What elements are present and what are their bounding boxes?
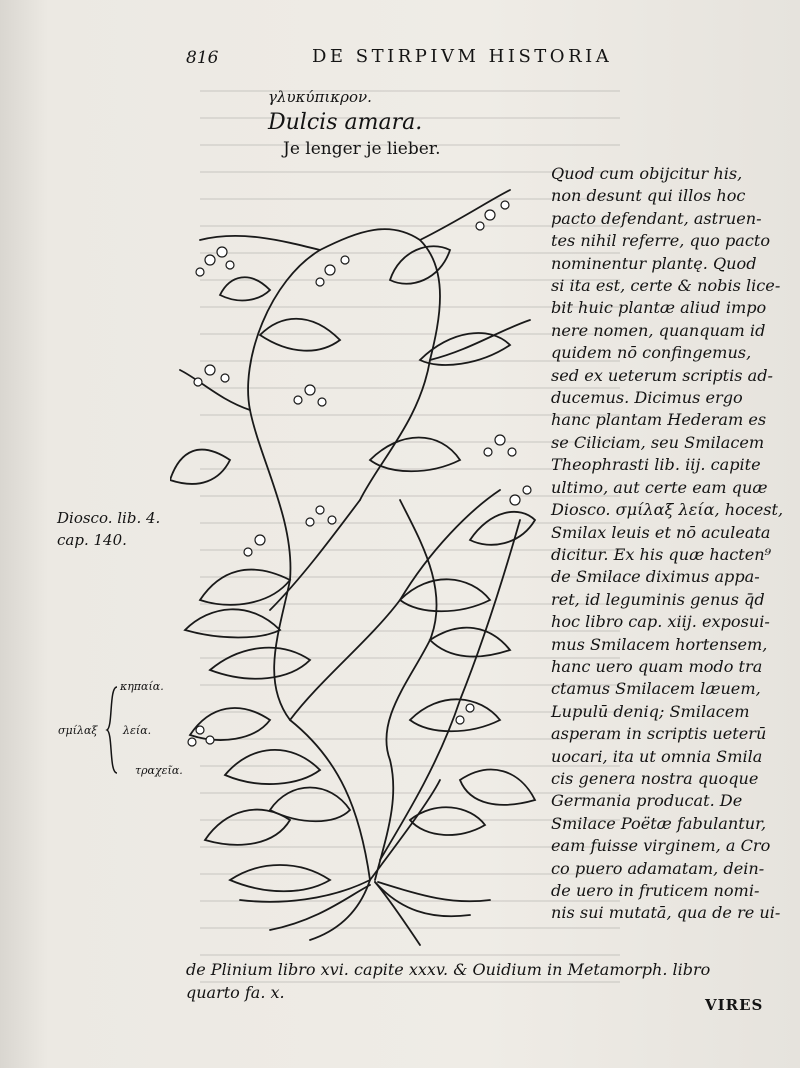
greek-brace-note [55, 680, 185, 780]
text-line: ultimo, aut certe eam quæ [551, 477, 768, 497]
text-line: asperam in scriptis ueterū [551, 724, 767, 744]
brace-item: λεία. [123, 724, 152, 737]
text-line: Diosco. σμίλαξ λεία, hocest, [551, 500, 784, 520]
latin-plant-name: Dulcis amara. [268, 110, 423, 135]
bottom-text-block [186, 958, 710, 1004]
text-line: Smilax leuis et nō aculeata [551, 522, 771, 542]
text-line: nominentur plantę. Quod [551, 253, 757, 273]
text-line: nere nomen, quanquam id [551, 320, 766, 340]
text-line: dicitur. Ex his quæ hacten⁹ [551, 544, 772, 564]
margin-note-line: Diosco. lib. 4. [57, 509, 161, 527]
text-line: ducemus. Dicimus ergo [551, 388, 743, 408]
text-line: pacto defendant, astruen- [551, 208, 762, 228]
margin-note [57, 507, 160, 551]
margin-note-line: cap. 140. [57, 531, 127, 549]
text-line: ret, id leguminis genus q̄d [551, 589, 765, 609]
text-line: mus Smilacem hortensem, [551, 634, 768, 654]
text-line: non desunt qui illos hoc [551, 186, 746, 206]
text-line: de Plinium libro xvi. capite xxxv. & Ouidium in Metamorph. libro [186, 960, 711, 979]
text-line: si ita est, certe & nobis lice- [551, 276, 781, 296]
bittersweet-woodcut-illustration [170, 160, 550, 950]
page-number: 816 [186, 48, 219, 68]
text-line: Smilace Poëtæ fabulantur, [551, 813, 767, 833]
running-header [186, 46, 613, 68]
text-line: quidem nō confingemus, [551, 343, 752, 363]
catchword: VIRES [705, 996, 764, 1014]
text-line: co puero adamatam, dein- [551, 858, 765, 878]
brace-item: τραχεῖα. [135, 764, 183, 777]
text-line: se Ciliciam, seu Smilacem [551, 432, 765, 452]
greek-plant-name: γλυκύπικρον. [268, 88, 372, 106]
text-line: hanc plantam Hederam es [551, 410, 767, 430]
text-line: eam fuisse virginem, a Cro [551, 836, 771, 856]
text-line: uocari, ita ut omnia Smila [551, 746, 763, 766]
brace-left-label: σμίλαξ [58, 724, 98, 737]
text-line: bit huic plantæ aliud impo [551, 298, 767, 318]
text-line: hanc uero quam modo tra [551, 656, 763, 676]
text-line: Lupulū deniq; Smilacem [551, 701, 750, 721]
text-line: sed ex ueterum scriptis ad- [551, 365, 773, 385]
text-line: Theophrasti lib. iij. capite [551, 455, 761, 475]
running-title: DE STIRPIVM HISTORIA [312, 46, 613, 67]
text-line: Germania producat. De [551, 791, 743, 811]
text-line: nis sui mutatā, qua de re ui- [551, 903, 781, 923]
text-line: tes nihil referre, quo pacto [551, 231, 771, 251]
text-line: cis genera nostra quoque [551, 768, 759, 788]
text-line: de uero in fruticem nomi- [551, 881, 760, 900]
curly-brace [105, 685, 119, 775]
text-line: quarto fa. x. [186, 983, 285, 1002]
text-line: de Smilace diximus appa- [551, 567, 760, 587]
brace-item: κηπαία. [120, 680, 164, 693]
german-plant-name: Je lenger je lieber. [283, 139, 441, 159]
main-text-column [551, 163, 791, 925]
text-line: Quod cum obijcitur his, [551, 164, 743, 183]
text-line: hoc libro cap. xiij. exposui- [551, 612, 770, 632]
text-line: ctamus Smilacem læuem, [551, 679, 761, 699]
